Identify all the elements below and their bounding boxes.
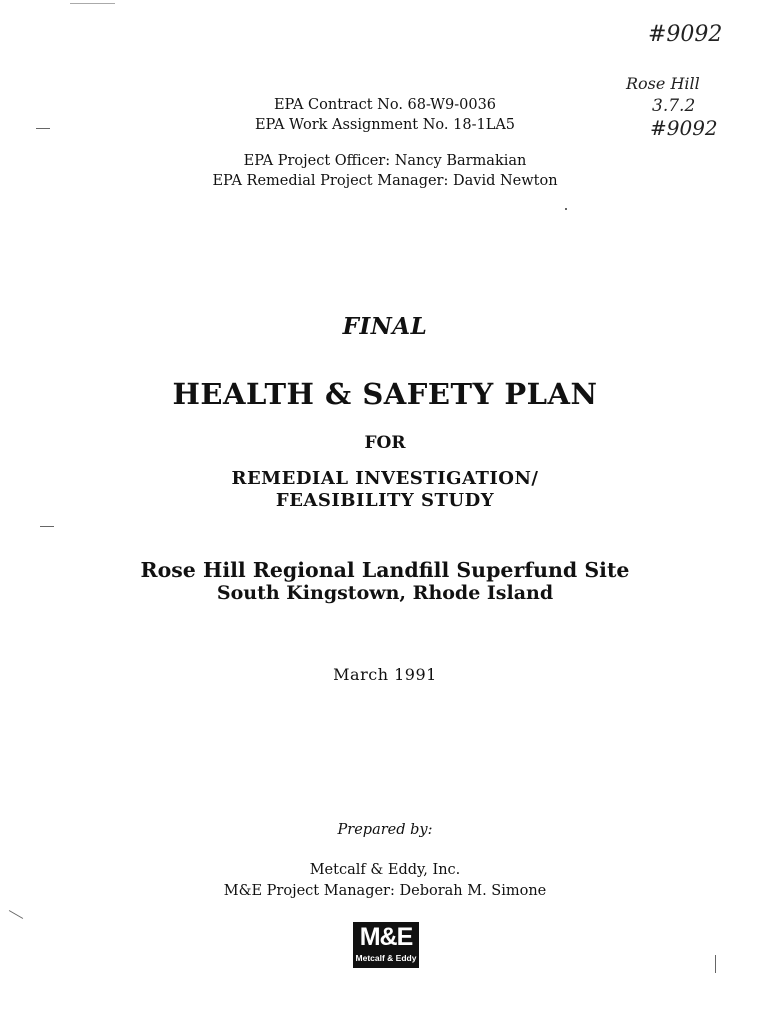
prepared-by-label: Prepared by: (337, 822, 433, 838)
scan-mark-top-rule (70, 3, 115, 4)
handwritten-note-number: #9092 (650, 116, 718, 140)
subtitle-line-2: FEASIBILITY STUDY (275, 490, 495, 511)
firm-name: Metcalf & Eddy, Inc. (309, 862, 461, 878)
logo-mark: M&E (359, 923, 413, 951)
work-assignment-number: EPA Work Assignment No. 18-1LA5 (254, 117, 516, 133)
scan-mark-left-2 (40, 526, 54, 527)
handwritten-note-site: Rose Hill (626, 74, 700, 93)
document-title: HEALTH & SAFETY PLAN (172, 377, 598, 411)
scan-mark-right-edge (715, 955, 716, 973)
scan-mark-left-1 (36, 128, 50, 129)
contract-number: EPA Contract No. 68-W9-0036 (273, 97, 497, 113)
handwritten-note-code: 3.7.2 (652, 96, 696, 116)
remedial-project-manager: EPA Remedial Project Manager: David Newton (212, 173, 558, 189)
site-location: South Kingstown, Rhode Island (216, 582, 554, 604)
for-label: FOR (364, 433, 406, 453)
subtitle-line-1: REMEDIAL INVESTIGATION/ (231, 468, 539, 489)
logo-company-name: Metcalf & Eddy (355, 953, 417, 963)
document-date: March 1991 (333, 665, 437, 684)
firm-project-manager: M&E Project Manager: Deborah M. Simone (223, 883, 547, 899)
scan-mark-left-3 (9, 910, 23, 919)
scan-dot (565, 208, 567, 210)
project-officer: EPA Project Officer: Nancy Barmakian (243, 153, 527, 169)
document-status: FINAL (342, 313, 428, 340)
metcalf-eddy-logo (353, 922, 419, 968)
site-name: Rose Hill Regional Landfill Superfund Site (140, 558, 630, 582)
handwritten-doc-number: #9092 (648, 22, 723, 47)
